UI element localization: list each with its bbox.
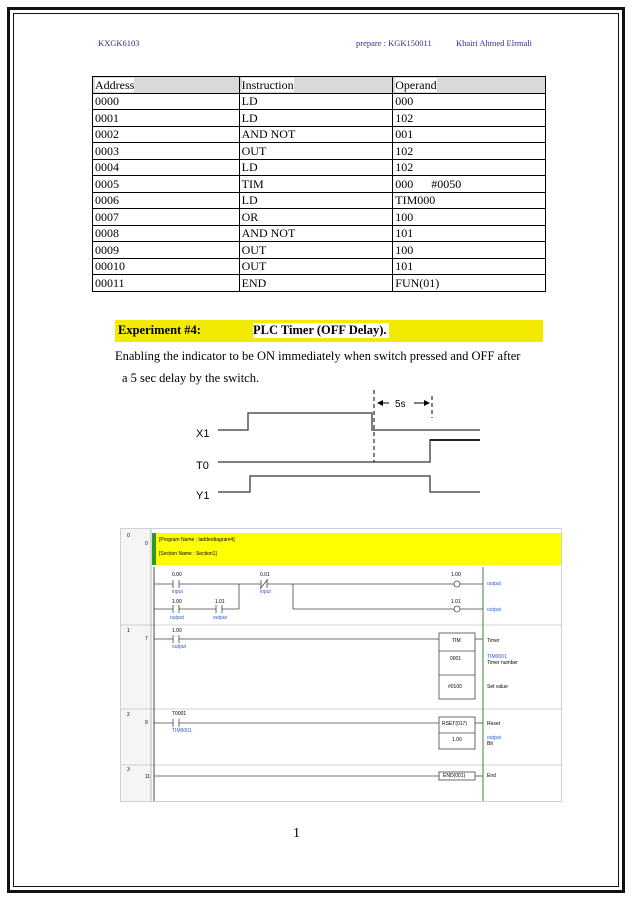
- coil-1-00-address: 1.00: [451, 572, 461, 578]
- ladder-diagram: [120, 528, 562, 802]
- comment-section-name: [Section Name : Section1]: [159, 551, 217, 557]
- experiment-description-line1: Enabling the indicator to be ON immediately when switch pressed and OFF after: [115, 349, 521, 363]
- coil-1-01-address: 1.01: [451, 599, 461, 605]
- tim-operand-number: 0001: [450, 656, 462, 662]
- cell-instruction: LD: [239, 192, 393, 209]
- contact-1-01-address: 1.01: [215, 599, 225, 605]
- page-number: 1: [293, 826, 300, 841]
- cell-operand: 101: [393, 225, 546, 242]
- signal-label-x1: X1: [196, 428, 210, 440]
- rung-number-2: 2: [127, 712, 130, 718]
- column-header-address: Address: [93, 77, 240, 94]
- cell-instruction: TIM: [239, 176, 393, 193]
- y1-waveform: [218, 476, 480, 492]
- cell-instruction: AND NOT: [239, 126, 393, 143]
- cell-operand: 101: [393, 258, 546, 275]
- tim-desc-op2: Set value: [487, 684, 508, 690]
- t0-waveform: [218, 440, 480, 462]
- step-number-0: 0: [145, 541, 148, 547]
- cell-address: 0006: [93, 192, 240, 209]
- rset-desc-op1b: Bit: [487, 741, 493, 747]
- cell-instruction: LD: [239, 110, 393, 127]
- cell-address: 0008: [93, 225, 240, 242]
- cell-operand: 000: [393, 93, 546, 110]
- rset-operand: 1.00: [452, 737, 462, 743]
- cell-instruction: OUT: [239, 143, 393, 160]
- rung2-contact-comment: TIM0001: [172, 728, 192, 734]
- cell-operand: 000 #0050: [393, 176, 546, 193]
- coil-1-01-comment: output: [487, 607, 501, 613]
- cell-address: 00011: [93, 275, 240, 292]
- tim-desc-op1a: TIM0001: [487, 654, 507, 660]
- cell-operand: 100: [393, 209, 546, 226]
- contact-1-00-address: 1.00: [172, 599, 182, 605]
- cell-address: 0000: [93, 93, 240, 110]
- cell-operand: 001: [393, 126, 546, 143]
- step-number-1: 7: [145, 636, 148, 642]
- cell-instruction: AND NOT: [239, 225, 393, 242]
- rset-instruction: RSET(017): [442, 721, 468, 727]
- experiment-number: Experiment #4:: [118, 323, 201, 337]
- contact-1-00-comment: output: [170, 615, 184, 621]
- cell-address: 0001: [93, 110, 240, 127]
- cell-instruction: LD: [239, 93, 393, 110]
- cell-operand: FUN(01): [393, 275, 546, 292]
- signal-label-y1: Y1: [196, 490, 210, 502]
- tim-desc-op1b: Timer number: [487, 660, 518, 666]
- tim-operand-setvalue: #0100: [448, 684, 462, 690]
- contact-0-01-comment: input: [260, 589, 271, 595]
- cell-instruction: OR: [239, 209, 393, 226]
- header-prepared-by: prepare : KGK150011: [356, 38, 432, 48]
- rung-number-3: 3: [127, 767, 130, 773]
- cell-address: 0005: [93, 176, 240, 193]
- column-header-operand: Operand: [393, 77, 546, 94]
- cell-address: 0002: [93, 126, 240, 143]
- rset-desc-title: Reset: [487, 721, 501, 727]
- cell-instruction: OUT: [239, 258, 393, 275]
- header-author: Khairi Ahmed Elrmali: [456, 38, 533, 48]
- comment-program-name: [Program Name : ladderdiagram4]: [159, 537, 235, 543]
- end-instruction: END(001): [443, 773, 466, 779]
- end-desc: End: [487, 773, 496, 779]
- tim-instruction: TIM: [452, 638, 461, 644]
- cell-operand: 100: [393, 242, 546, 259]
- rung1-contact-comment: output: [172, 644, 186, 650]
- experiment-description-line2: a 5 sec delay by the switch.: [122, 371, 260, 385]
- rung-number-0: 0: [127, 533, 130, 539]
- signal-label-t0: T0: [196, 460, 209, 472]
- cell-address: 0003: [93, 143, 240, 160]
- contact-1-01-comment: output: [213, 615, 227, 621]
- x1-waveform: [218, 413, 480, 430]
- cell-address: 00010: [93, 258, 240, 275]
- rung1-contact-address: 1.00: [172, 628, 182, 634]
- rset-desc-op1a: output: [487, 735, 501, 741]
- tim-desc-title: Timer: [487, 638, 500, 644]
- cell-instruction: END: [239, 275, 393, 292]
- cell-instruction: OUT: [239, 242, 393, 259]
- cell-operand: 102: [393, 143, 546, 160]
- cell-operand: TIM000: [393, 192, 546, 209]
- step-number-3: 11: [145, 774, 151, 780]
- experiment-title: PLC Timer (OFF Delay).: [253, 323, 387, 337]
- cell-operand: 102: [393, 110, 546, 127]
- rung2-contact-address: T0001: [172, 711, 187, 717]
- column-header-instruction: Instruction: [239, 77, 393, 94]
- contact-0-00-comment: input: [172, 589, 183, 595]
- cell-operand: 102: [393, 159, 546, 176]
- header-course-code: KXGK6103: [98, 38, 140, 48]
- cell-address: 0007: [93, 209, 240, 226]
- coil-1-00-comment: output: [487, 581, 501, 587]
- delay-label: 5s: [395, 399, 406, 410]
- cell-instruction: LD: [239, 159, 393, 176]
- rung-number-1: 1: [127, 628, 130, 634]
- cell-address: 0004: [93, 159, 240, 176]
- contact-0-00-address: 0.00: [172, 572, 182, 578]
- cell-address: 0009: [93, 242, 240, 259]
- contact-0-01-address: 0.01: [260, 572, 270, 578]
- step-number-2: 9: [145, 720, 148, 726]
